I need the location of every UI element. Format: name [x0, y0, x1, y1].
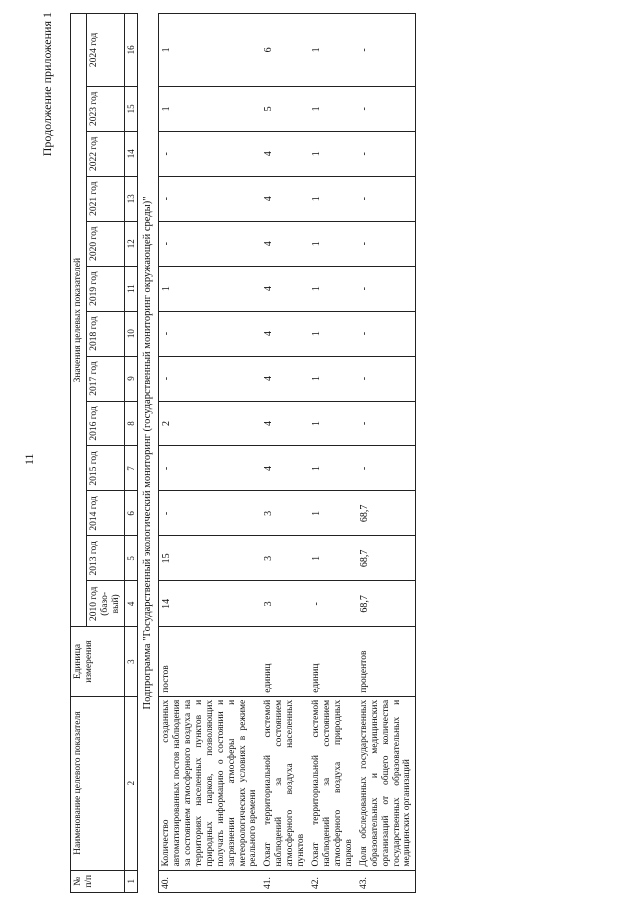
header-num: № п/п: [71, 870, 125, 892]
value-cell: 4: [261, 311, 309, 356]
value-cell: 4: [261, 221, 309, 266]
value-cell: -: [357, 356, 416, 401]
indicator-name: Количество созданных автоматизированных постов наблюдения за состоянием атмосферного воздуха на территориях населенных пунктов и природных парков, позволяющих получать информацию о состоянии и загрязнении атмосферы и метеорологических условиях в режиме реального времени: [159, 696, 262, 870]
column-number: 9: [124, 356, 137, 401]
page-number: 11: [22, 453, 36, 465]
row-number: 42.: [309, 870, 357, 892]
column-number: 12: [124, 221, 137, 266]
value-cell: -: [357, 446, 416, 491]
column-number: 11: [124, 266, 137, 311]
indicator-name: Охват территориальной системой наблюдений за состоянием атмосферного воздуха природных парков: [309, 696, 357, 870]
header-year: 2013 год: [86, 536, 124, 581]
value-cell: 1: [309, 446, 357, 491]
value-cell: 4: [261, 176, 309, 221]
value-cell: 3: [261, 491, 309, 536]
value-cell: 1: [309, 401, 357, 446]
column-number: 15: [124, 86, 137, 131]
value-cell: -: [309, 581, 357, 627]
column-number: 16: [124, 14, 137, 87]
column-number: 3: [124, 627, 137, 696]
value-cell: 4: [261, 266, 309, 311]
value-cell: 1: [309, 14, 357, 87]
value-cell: -: [159, 176, 262, 221]
value-cell: -: [357, 401, 416, 446]
value-cell: 4: [261, 131, 309, 176]
header-year: 2018 год: [86, 311, 124, 356]
value-cell: -: [159, 356, 262, 401]
row-number: 41.: [261, 870, 309, 892]
unit-cell: процентов: [357, 627, 416, 696]
value-cell: 68,7: [357, 536, 416, 581]
value-cell: -: [159, 221, 262, 266]
column-number: 14: [124, 131, 137, 176]
value-cell: 1: [309, 221, 357, 266]
row-number: 40.: [159, 870, 262, 892]
column-number: 1: [124, 870, 137, 892]
header-year: 2022 год: [86, 131, 124, 176]
value-cell: 1: [309, 266, 357, 311]
value-cell: 68,7: [357, 491, 416, 536]
indicators-table: [70, 13, 416, 893]
value-cell: 5: [261, 86, 309, 131]
indicator-name: Доля обследованных государственных образовательных и медицинских организаций от общего количества государственных образовательных и медицинских организаций: [357, 696, 416, 870]
column-number: 2: [124, 696, 137, 870]
value-cell: -: [159, 131, 262, 176]
value-cell: 3: [261, 581, 309, 627]
value-cell: -: [159, 446, 262, 491]
value-cell: 4: [261, 401, 309, 446]
table-row: [261, 14, 309, 893]
subprogram-title: Подпрограмма "Государственный экологический мониторинг (государственный мониторинг окружающей среды)": [138, 14, 159, 893]
value-cell: 4: [261, 356, 309, 401]
value-cell: 1: [309, 311, 357, 356]
header-year: 2015 год: [86, 446, 124, 491]
value-cell: -: [357, 176, 416, 221]
column-number: 6: [124, 491, 137, 536]
value-cell: 1: [309, 356, 357, 401]
column-number: 8: [124, 401, 137, 446]
value-cell: -: [357, 221, 416, 266]
continuation-note: Продолжение приложения 1: [40, 12, 54, 157]
value-cell: 3: [261, 536, 309, 581]
value-cell: -: [159, 491, 262, 536]
value-cell: 1: [159, 14, 262, 87]
table-row: [159, 14, 262, 893]
header-year: 2010 год (базо-вый): [86, 581, 124, 627]
header-name: Наименование целевого показателя: [71, 696, 125, 870]
row-number: 43.: [357, 870, 416, 892]
value-cell: -: [357, 311, 416, 356]
table-row: [357, 14, 416, 893]
value-cell: -: [357, 131, 416, 176]
header-year: 2017 год: [86, 356, 124, 401]
header-unit: Единица измерения: [71, 627, 125, 696]
value-cell: 1: [309, 131, 357, 176]
value-cell: 1: [159, 86, 262, 131]
header-year: 2014 год: [86, 491, 124, 536]
value-cell: 14: [159, 581, 262, 627]
header-values-group: Значения целевых показателей: [71, 14, 87, 627]
value-cell: 1: [309, 86, 357, 131]
value-cell: 1: [309, 491, 357, 536]
unit-cell: единиц: [261, 627, 309, 696]
header-year: 2016 год: [86, 401, 124, 446]
column-number: 10: [124, 311, 137, 356]
value-cell: 68,7: [357, 581, 416, 627]
column-number: 13: [124, 176, 137, 221]
column-number: 5: [124, 536, 137, 581]
column-number: 7: [124, 446, 137, 491]
value-cell: 1: [159, 266, 262, 311]
value-cell: -: [357, 86, 416, 131]
value-cell: -: [357, 266, 416, 311]
value-cell: 1: [309, 176, 357, 221]
value-cell: 1: [309, 536, 357, 581]
header-year: 2020 год: [86, 221, 124, 266]
unit-cell: единиц: [309, 627, 357, 696]
value-cell: 6: [261, 14, 309, 87]
value-cell: -: [159, 311, 262, 356]
value-cell: -: [357, 14, 416, 87]
header-year: 2019 год: [86, 266, 124, 311]
table-row: [309, 14, 357, 893]
value-cell: 15: [159, 536, 262, 581]
indicator-name: Охват территориальной системой наблюдений за состоянием атмосферного воздуха населенных пунктов: [261, 696, 309, 870]
value-cell: 4: [261, 446, 309, 491]
column-number: 4: [124, 581, 137, 627]
header-year: 2024 год: [86, 14, 124, 87]
unit-cell: постов: [159, 627, 262, 696]
header-year: 2023 год: [86, 86, 124, 131]
header-year: 2021 год: [86, 176, 124, 221]
value-cell: 2: [159, 401, 262, 446]
